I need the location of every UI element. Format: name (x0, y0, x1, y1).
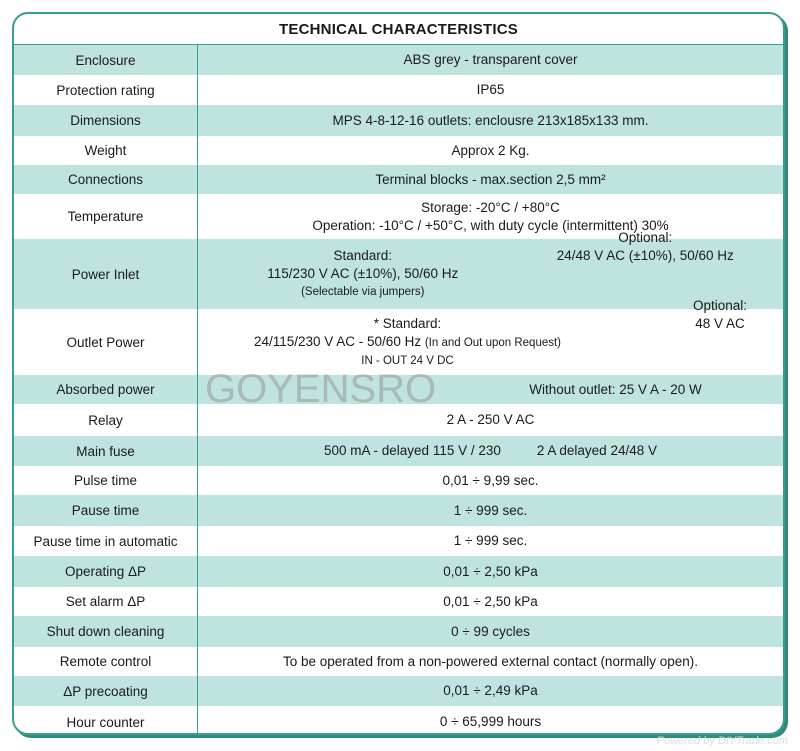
row-label: Main fuse (14, 436, 198, 466)
row-label: Absorbed power (14, 375, 198, 404)
table-row (14, 647, 783, 676)
row-value: ABS grey - transparent cover (403, 52, 578, 67)
row-label: Power Inlet (14, 239, 198, 309)
table-row (14, 45, 783, 75)
temp-storage: Storage: -20°C / +80°C (421, 199, 560, 215)
table-row (14, 706, 783, 735)
opt-title: Optional: (618, 230, 673, 245)
opt-title: Optional: (692, 297, 748, 313)
row-value: 2 A - 250 V AC (446, 412, 535, 427)
table-row (14, 404, 783, 436)
table-row (14, 367, 783, 411)
opt-value: 48 V AC (695, 315, 745, 331)
row-label: Pause time in automatic (14, 526, 198, 556)
std-note: IN - OUT 24 V DC (361, 354, 454, 367)
table-row (14, 616, 783, 647)
row-value-cell (198, 297, 783, 375)
row-value: 1 ÷ 999 sec. (453, 502, 528, 518)
row-value: MPS 4-8-12-16 outlets: enclousre 213x185x133 mm. (332, 112, 649, 128)
row-value: 500 mA - delayed 115 V / 230 (324, 443, 501, 458)
table-row (14, 436, 783, 466)
table-row (14, 556, 783, 587)
row-value: 0,01 ÷ 2,50 kPa (443, 563, 538, 579)
row-value: 0,01 ÷ 2,49 kPa (443, 683, 538, 698)
row-value-cell (198, 676, 783, 706)
powered-by-text: Powered by DIYTrade.com (656, 735, 788, 747)
row-label: Temperature (14, 194, 198, 239)
row-value-cell (198, 75, 783, 105)
row-value: Terminal blocks - max.section 2,5 mm² (375, 171, 606, 187)
std-title: * Standard: (373, 315, 442, 331)
table-row (14, 105, 783, 136)
row-label: ΔP precoating (14, 676, 198, 706)
row-value-cell (198, 616, 783, 647)
row-label: Hour counter (14, 706, 198, 735)
row-label: Relay (14, 404, 198, 436)
row-value: To be operated from a non-powered external contact (normally open). (283, 653, 698, 669)
row-value: 0 ÷ 99 cycles (451, 623, 530, 639)
row-value-cell (198, 587, 783, 616)
table-row (14, 526, 783, 556)
row-value-cell (198, 466, 783, 495)
row-value-cell (198, 45, 783, 75)
row-value: Without outlet: 25 V A - 20 W (529, 381, 702, 397)
row-value-cell (198, 367, 783, 411)
row-value: 0 ÷ 65,999 hours (439, 714, 542, 729)
row-value-cell (198, 436, 783, 466)
row-value-cell (198, 105, 783, 136)
row-label: Shut down cleaning (14, 616, 198, 647)
table-row (14, 136, 783, 165)
row-value: 1 ÷ 999 sec. (453, 533, 528, 548)
row-value-cell (198, 647, 783, 676)
row-label: Pause time (14, 495, 198, 526)
row-label: Pulse time (14, 466, 198, 495)
opt-value: 24/48 V AC (±10%), 50/60 Hz (556, 248, 734, 263)
table-title: TECHNICAL CHARACTERISTICS (14, 14, 783, 45)
row-value-cell (198, 556, 783, 587)
table-row (14, 676, 783, 706)
table-row (14, 466, 783, 495)
row-label: Weight (14, 136, 198, 165)
table-row (14, 495, 783, 526)
table-row (14, 165, 783, 194)
row-value-cell (198, 136, 783, 165)
row-value-cell (198, 706, 783, 735)
row-value: IP65 (476, 82, 505, 97)
row-label: Connections (14, 165, 198, 194)
row-value-2: 2 A delayed 24/48 V (536, 443, 657, 458)
std-value: 115/230 V AC (±10%), 50/60 Hz (267, 266, 459, 281)
table-row (14, 230, 783, 309)
row-value-cell (198, 495, 783, 526)
row-label: Operating ΔP (14, 556, 198, 587)
row-value: Approx 2 Kg. (451, 142, 530, 158)
row-label: Dimensions (14, 105, 198, 136)
watermark: GOYENSRO (205, 367, 437, 411)
row-value: 0,01 ÷ 9,99 sec. (442, 472, 539, 488)
table-row (14, 75, 783, 105)
row-value-cell (198, 165, 783, 194)
row-value-cell (198, 526, 783, 556)
std-note: (Selectable via jumpers) (301, 286, 425, 298)
row-label: Enclosure (14, 45, 198, 75)
std-title: Standard: (333, 248, 393, 263)
row-value: 0,01 ÷ 2,50 kPa (443, 593, 538, 609)
table-row (14, 587, 783, 616)
row-label: Outlet Power (14, 309, 198, 375)
row-label: Remote control (14, 647, 198, 676)
temp-operation: Operation: -10°C / +50°C, with duty cycle (intermittent) 30% (312, 217, 669, 233)
row-label: Set alarm ΔP (14, 587, 198, 616)
row-value-cell (198, 404, 783, 436)
row-label: Protection rating (14, 75, 198, 105)
std-value: 24/115/230 V AC - 50/60 Hz (253, 333, 422, 349)
std-value-note: (In and Out upon Request) (424, 336, 562, 349)
spec-table (12, 12, 785, 735)
table-row (14, 297, 783, 375)
